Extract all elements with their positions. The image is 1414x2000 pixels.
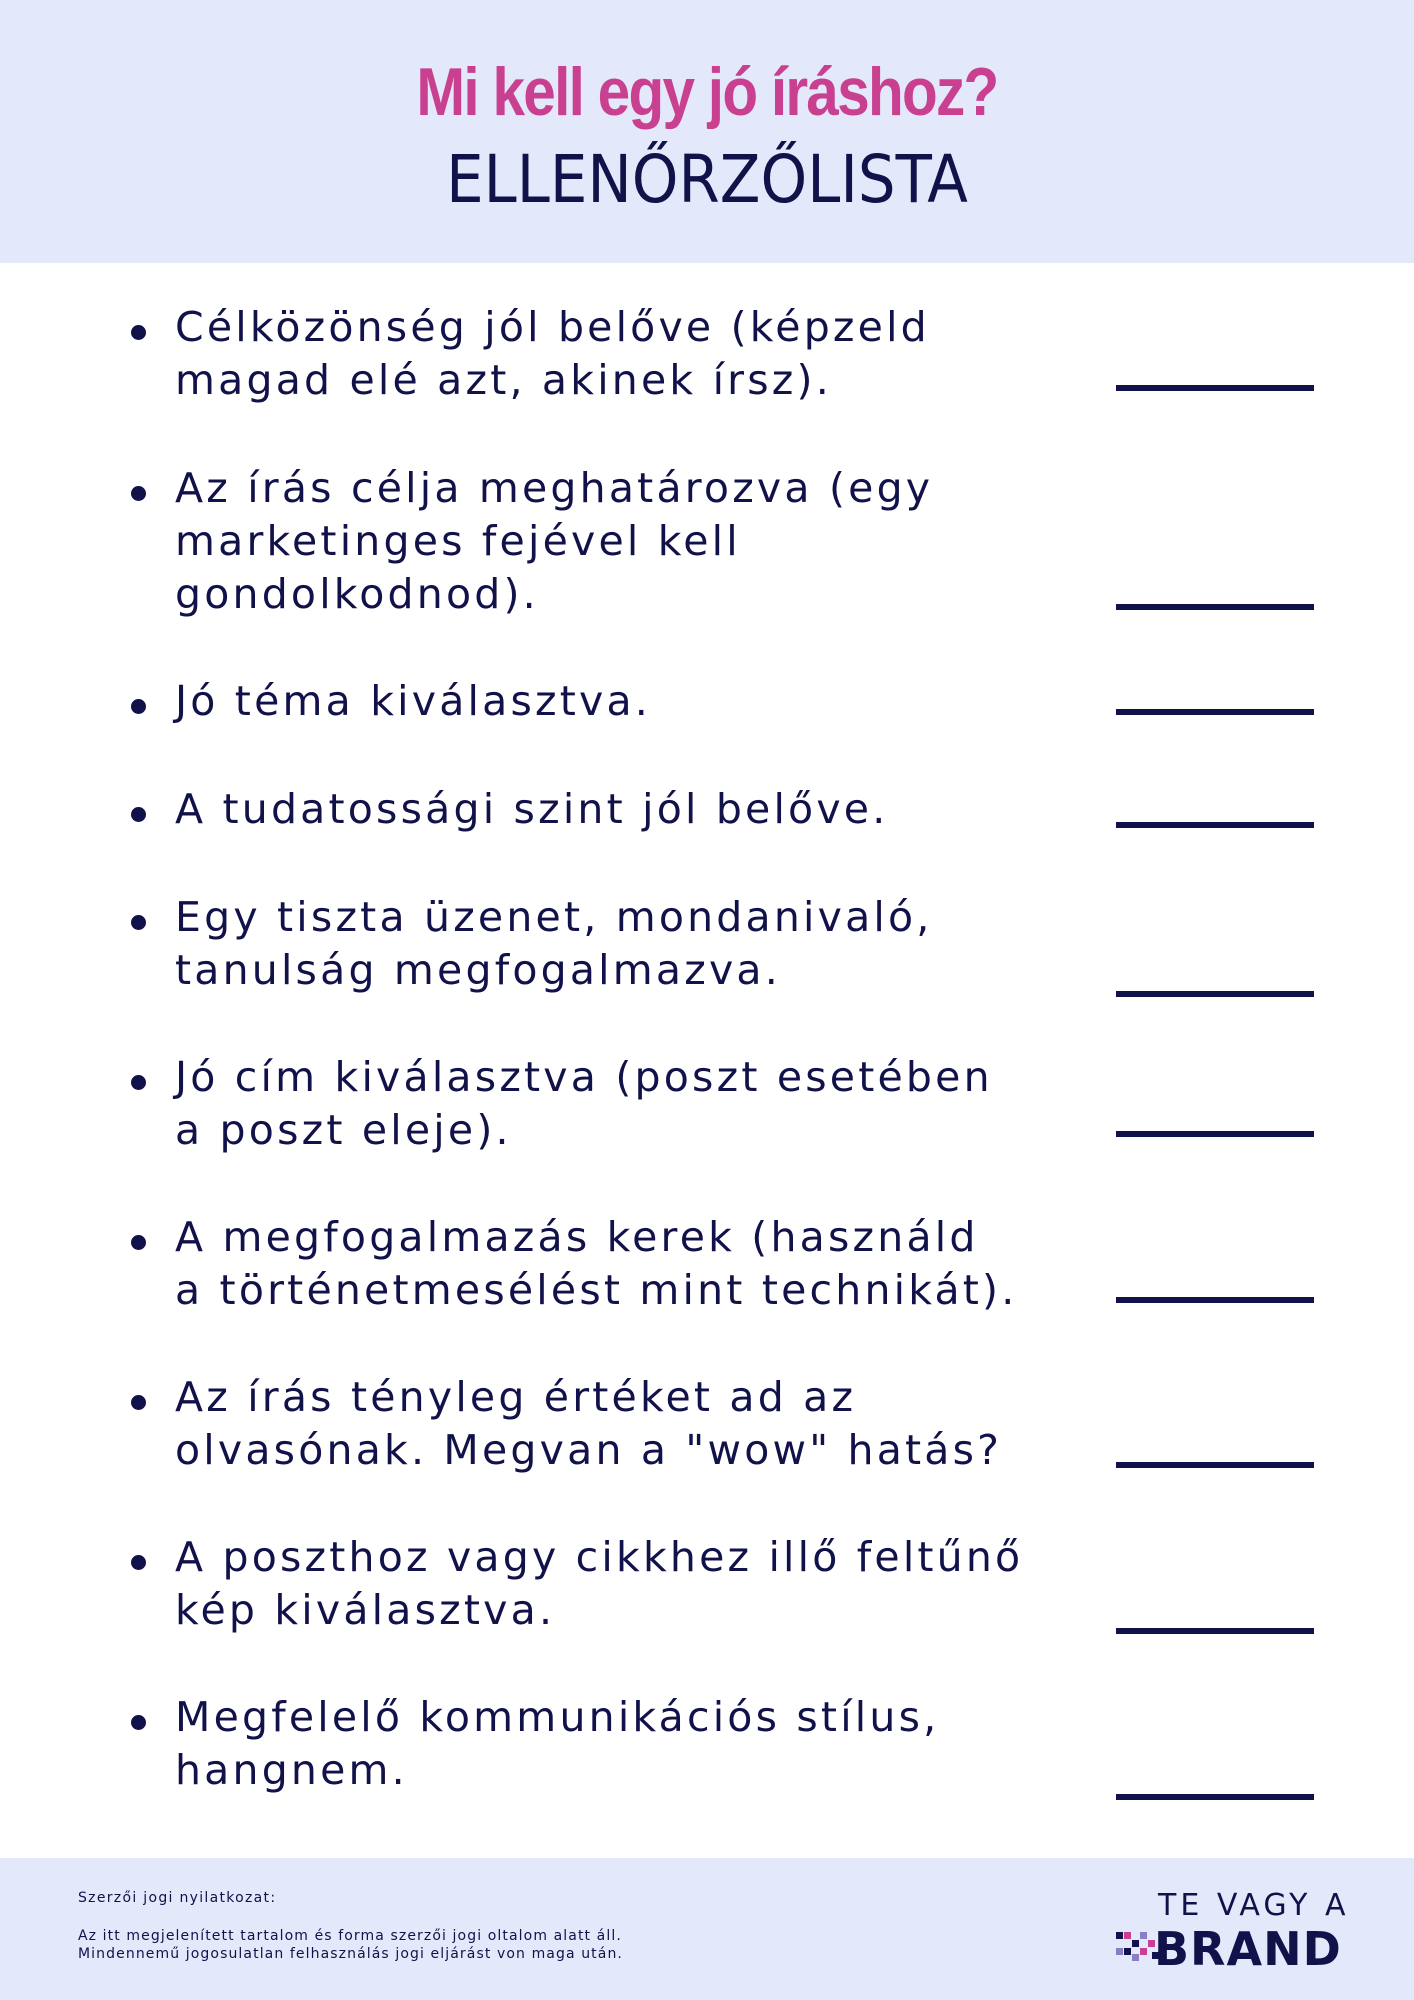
bullet-icon <box>131 1235 146 1250</box>
checklist-item-text: Célközönség jól belőve (képzeld magad elé azt, akinek írsz). <box>175 303 930 404</box>
bullet-icon <box>131 699 146 714</box>
logo-wordmark: BRAND <box>1154 1922 1342 1976</box>
bullet-icon <box>131 486 146 501</box>
checklist-item-text: Jó téma kiválasztva. <box>175 677 652 725</box>
bullet-icon <box>131 915 146 930</box>
bullet-icon <box>131 1715 146 1730</box>
checklist-item-text: Megfelelő kommunikációs stílus, hangnem. <box>175 1693 940 1794</box>
copyright-line-1: Az itt megjelenített tartalom és forma szerzői jogi oltalom alatt áll. <box>78 1928 622 1944</box>
checklist-item-text: Az írás tényleg értéket ad az olvasónak. Megvan a "wow" hatás? <box>175 1373 1003 1474</box>
checklist-item-text: Jó cím kiválasztva (poszt esetében a poszt eleje). <box>175 1053 993 1154</box>
check-line[interactable] <box>1116 1297 1314 1303</box>
check-line[interactable] <box>1116 1628 1314 1634</box>
check-line[interactable] <box>1116 822 1314 828</box>
check-line[interactable] <box>1116 385 1314 391</box>
copyright-title: Szerzői jogi nyilatkozat: <box>78 1890 277 1906</box>
check-line[interactable] <box>1116 604 1314 610</box>
checklist-item-text: Egy tiszta üzenet, mondanivaló, tanulság megfogalmazva. <box>175 893 933 994</box>
page-subtitle: ELLENŐRZŐLISTA <box>446 141 968 218</box>
checklist-item-text: Az írás célja meghatározva (egy marketinges fejével kell gondolkodnod). <box>175 464 934 618</box>
bullet-icon <box>131 325 146 340</box>
logo-tagline: TE VAGY A <box>1158 1888 1350 1923</box>
check-line[interactable] <box>1116 991 1314 997</box>
page-title: Mi kell egy jó íráshoz? <box>416 54 998 130</box>
bullet-icon <box>131 807 146 822</box>
bullet-icon <box>131 1395 146 1410</box>
bullet-icon <box>131 1555 146 1570</box>
checklist-item-text: A tudatossági szint jól belőve. <box>175 785 889 833</box>
bullet-icon <box>131 1075 146 1090</box>
checklist-item-text: A poszthoz vagy cikkhez illő feltűnő kép kiválasztva. <box>175 1533 1024 1634</box>
check-line[interactable] <box>1116 1462 1314 1468</box>
checklist-item-text: A megfogalmazás kerek (használd a történetmesélést mint technikát). <box>175 1213 1018 1314</box>
check-line[interactable] <box>1116 709 1314 715</box>
copyright-line-2: Mindennemű jogosulatlan felhasználás jogi eljárást von maga után. <box>78 1946 623 1962</box>
check-line[interactable] <box>1116 1131 1314 1137</box>
check-line[interactable] <box>1116 1794 1314 1800</box>
